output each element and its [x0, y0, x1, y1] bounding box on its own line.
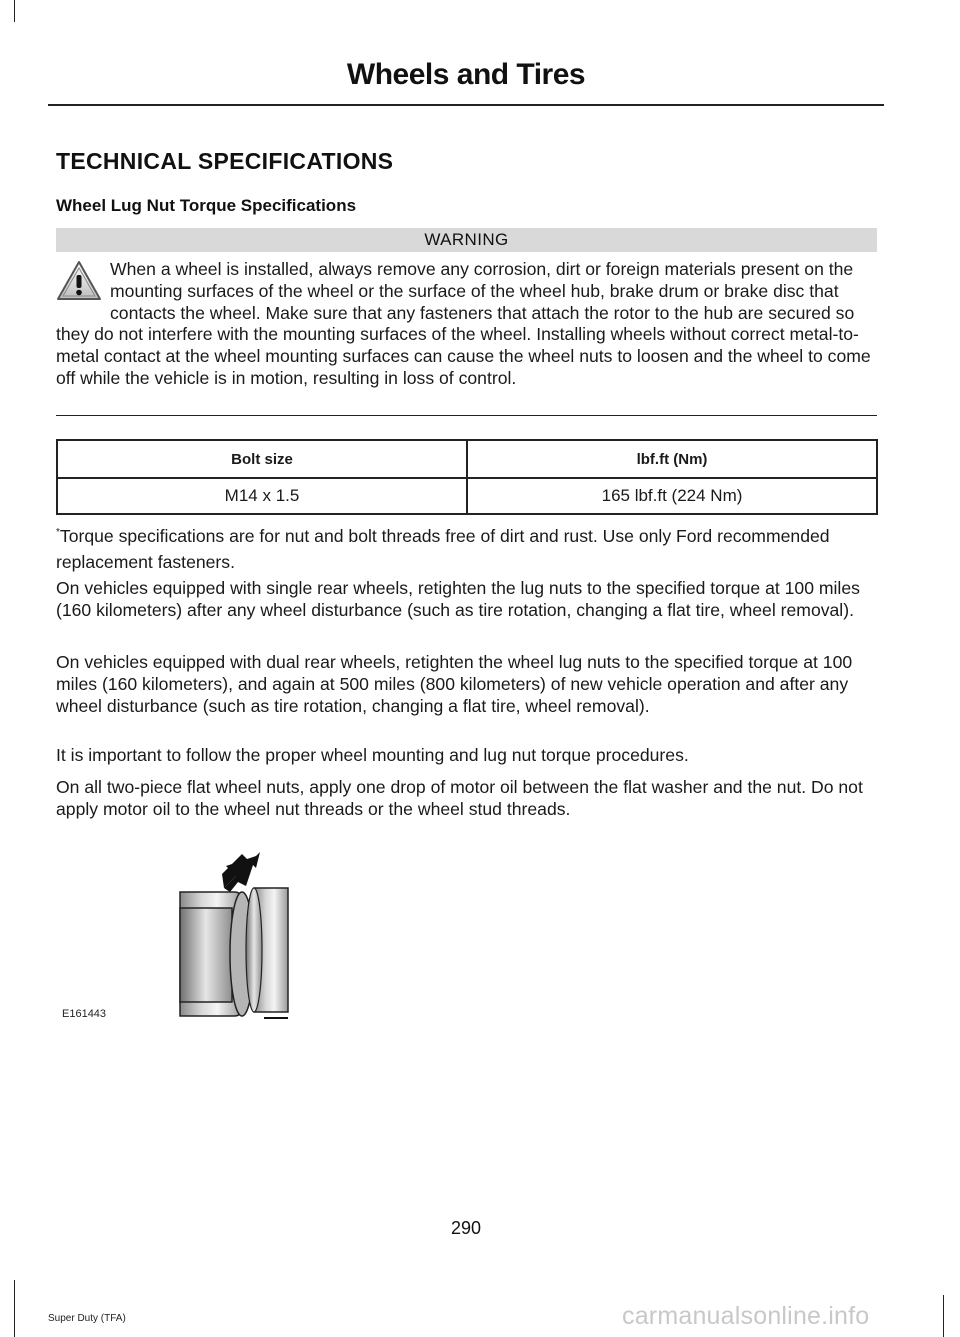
- footnote-text: Torque specifications are for nut and bolt threads free of dirt and rust. Use only Ford recommended replacement fasteners.: [56, 525, 830, 572]
- two-piece-wheel-nut-illustration: [56, 852, 296, 1022]
- paragraph-single-rear-wheels: On vehicles equipped with single rear wheels, retighten the lug nuts to the specified torque at 100 miles (160 kilometers) after any wheel disturbance (such as tire rotation, changing a flat tire, wheel removal).: [56, 578, 860, 620]
- page-header-title: Wheels and Tires: [346, 58, 586, 91]
- warning-text: When a wheel is installed, always remove any corrosion, dirt or foreign materials present on the mounting surfaces of the wheel or the surface of the wheel hub, brake drum or brake disc that contacts the wheel. Make sure that any fasteners that attach the rotor to the hub are secured so they do not interfere with the mounting surfaces of the wheel. Installing wheels without correct metal-to-metal contact at the wheel mounting surfaces can cause the wheel nuts to loosen and the wheel to come off while the vehicle is in motion, resulting in loss of control.: [56, 259, 871, 388]
- warning-divider: [56, 415, 877, 416]
- footnote: [56, 522, 884, 575]
- section-subtitle: Wheel Lug Nut Torque Specifications: [56, 196, 357, 215]
- footer-document-name: Super Duty (TFA): [48, 1313, 126, 1324]
- paragraph-mounting-procedure: It is important to follow the proper wheel mounting and lug nut torque procedures.: [56, 745, 689, 765]
- table-header-row: [57, 440, 877, 478]
- table-row: [57, 478, 877, 514]
- column-header-torque: lbf.ft (Nm): [467, 440, 877, 478]
- crop-mark-top-left: [14, 0, 15, 22]
- page-number: 290: [450, 1218, 482, 1238]
- column-header-bolt-size: Bolt size: [57, 440, 467, 478]
- footnote-marker: *: [56, 527, 60, 538]
- warning-header: WARNING: [56, 228, 877, 252]
- bolt-size-value: M14 x 1.5: [57, 478, 467, 514]
- crop-mark-bottom-left: [14, 1280, 15, 1337]
- section-title: TECHNICAL SPECIFICATIONS: [56, 148, 394, 174]
- paragraph-two-piece-nuts: On all two-piece flat wheel nuts, apply one drop of motor oil between the flat washer and the nut. Do not apply motor oil to the wheel nut threads or the wheel stud threads.: [56, 777, 863, 819]
- torque-spec-table: [56, 439, 878, 515]
- torque-value: 165 lbf.ft (224 Nm): [467, 478, 877, 514]
- figure-id: E161443: [62, 1008, 107, 1020]
- crop-mark-bottom-right: [943, 1295, 944, 1337]
- paragraph-dual-rear-wheels: On vehicles equipped with dual rear wheels, retighten the wheel lug nuts to the specified torque at 100 miles (160 kilometers), and again at 500 miles (800 kilometers) of new vehicle operation and after any wheel disturbance (such as tire rotation, changing a flat tire, wheel removal).: [56, 652, 853, 716]
- watermark: carmanualsonline.info: [622, 1302, 870, 1330]
- header-divider: [48, 104, 884, 106]
